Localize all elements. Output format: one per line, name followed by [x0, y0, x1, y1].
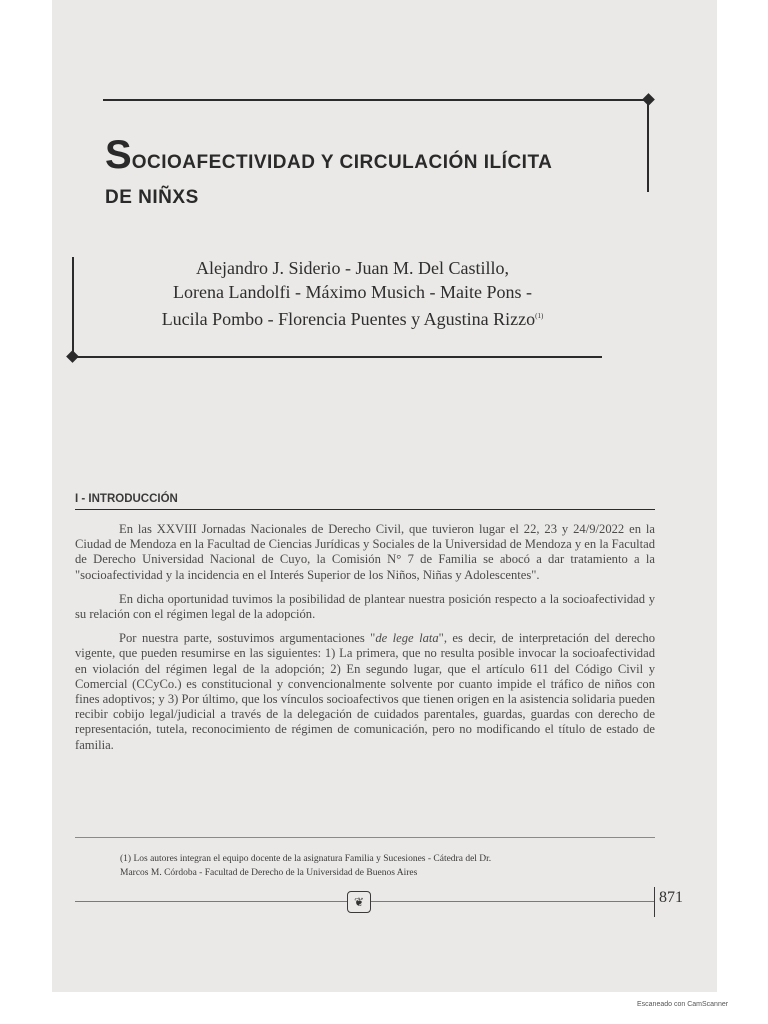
footnote-marker: (1) [535, 312, 544, 320]
page-number-divider [654, 887, 655, 917]
paragraph-3-rest: ", es decir, de interpretación del derecho vigente, que pueden resumirse en las siguientes: 1) La primera, que no resulta posible invocar la socioafectividad en violación del régimen legal de la adopción; 2) En segundo lugar, que el artículo 611 del Código Civil y Comercial (CCyCo.) es constitucional y convencionalmente solvente por cuanto impide el tráfico de niños con fines adoptivos; y 3) Por último, que los vínculos socioafectivos que tienen origen en la asistencia solidaria pueden recibir cobijo legal/judicial a través de la delegación de cuidados parentales, guardas, guardas con derecho de representación, tutela, reconocimiento de régimen de comunicación, pero no modificando el título de estado de familia. [75, 631, 655, 752]
title-line-1: OCIOAFECTIVIDAD Y CIRCULACIÓN ILÍCITA [131, 152, 553, 173]
authors-line-2: Lorena Landolfi - Máximo Musich - Maite Pons - [173, 282, 532, 302]
authors-frame-bottom-rule [72, 356, 602, 358]
authors-line-3 [110, 304, 595, 331]
title-initial: S [105, 133, 132, 177]
footnote-line-1: (1) Los autores integran el equipo docente de la asignatura Familia y Sucesiones - Cátedra del Dr. [120, 854, 492, 864]
title-line-2: DE NIÑXS [105, 187, 199, 208]
paragraph-1: En las XXVIII Jornadas Nacionales de Derecho Civil, que tuvieron lugar el 22, 23 y 24/9/2022 en la Ciudad de Mendoza en la Facultad de Ciencias Jurídicas y Sociales de la Universidad de Mendoza y en la Facultad de Derecho Universidad Nacional de Cuyo, la Comisión N° 7 de Familia se abocó a dar tratamiento a la "socioafectividad y la incidencia en el Interés Superior de los Niños, Niñas y Adolescentes". [75, 522, 655, 582]
authors-line-1: Alejandro J. Siderio - Juan M. Del Castillo, [196, 258, 509, 278]
scanner-watermark: Escaneado con CamScanner [637, 1001, 729, 1008]
section-heading: I - INTRODUCCIÓN [75, 493, 655, 510]
paragraph-3-start: Por nuestra parte, sostuvimos argumentaciones " [119, 631, 376, 646]
authors-line-3-text: Lucila Pombo - Florencia Puentes y Agustina Rizzo [161, 309, 536, 329]
authors-block [110, 256, 595, 331]
body-text [75, 522, 655, 762]
title-frame-right-rule [647, 99, 649, 192]
paragraph-2: En dicha oportunidad tuvimos la posibilidad de plantear nuestra posición respecto a la socioafectividad y su relación con el régimen legal de la adopción. [75, 591, 655, 622]
title-frame-top-rule [103, 99, 649, 101]
footnote [120, 852, 620, 880]
page-number: 871 [659, 889, 683, 906]
authors-frame-left-rule [72, 257, 74, 358]
publisher-emblem-icon: ❦ [347, 891, 371, 913]
chapter-title [105, 126, 645, 212]
footnote-line-2: Marcos M. Córdoba - Facultad de Derecho de la Universidad de Buenos Aires [120, 868, 418, 878]
latin-phrase: de lege lata [375, 631, 439, 646]
footnote-separator [75, 837, 655, 838]
paragraph-3 [75, 631, 655, 753]
